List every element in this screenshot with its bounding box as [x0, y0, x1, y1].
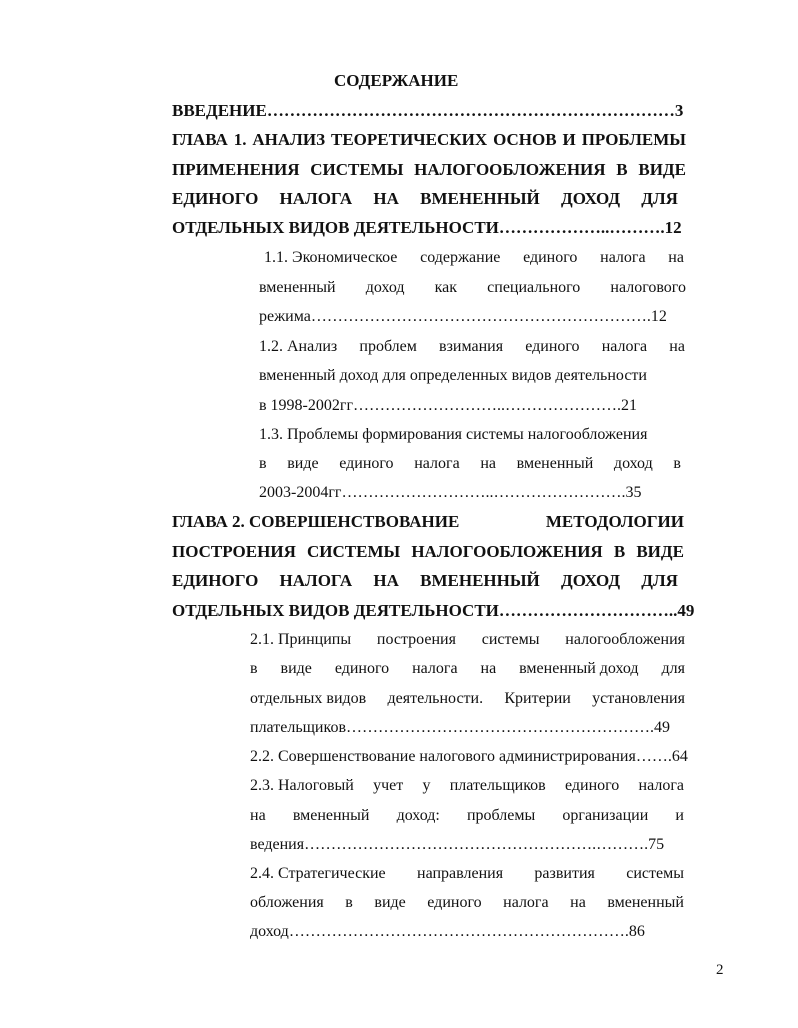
toc-word: ВМЕНЕННЫЙ	[420, 571, 540, 590]
toc-word: как	[434, 279, 458, 296]
toc-word: специального	[487, 279, 581, 296]
toc-word: налога	[412, 660, 458, 677]
toc-word: 1.2. Анализ	[259, 338, 338, 355]
toc-word: И	[562, 130, 576, 149]
toc-word: ЕДИНОГО	[172, 571, 259, 590]
toc-word: в	[259, 455, 267, 472]
toc-word: в	[345, 894, 353, 911]
toc-word: ДОХОД	[561, 189, 621, 208]
toc-word: деятельности.	[387, 690, 484, 707]
toc-word: на	[250, 807, 266, 824]
toc-word: 2.1. Принципы	[250, 631, 352, 648]
toc-word: единого	[523, 249, 578, 266]
toc-word: АНАЛИЗ	[252, 130, 326, 149]
toc-section-2-4-line-3: доход……………………………………………………….86	[250, 923, 645, 940]
toc-word: налога	[503, 894, 549, 911]
toc-word: ПРИМЕНЕНИЯ	[172, 160, 300, 179]
toc-word: ДЛЯ	[641, 189, 678, 208]
toc-chapter-1-line-3	[172, 189, 678, 209]
toc-word: В	[613, 542, 626, 561]
toc-word: налога	[414, 455, 460, 472]
toc-word: для	[661, 660, 685, 677]
toc-word: вмененный	[259, 279, 336, 296]
toc-word: НАЛОГА	[279, 189, 353, 208]
toc-word: у	[422, 777, 431, 794]
toc-word: на	[480, 455, 496, 472]
toc-word: единого	[427, 894, 482, 911]
toc-word: 1.	[233, 130, 247, 149]
toc-word: вмененный	[607, 894, 684, 911]
toc-word: В	[616, 160, 628, 179]
toc-title: СОДЕРЖАНИЕ	[334, 71, 459, 90]
toc-word: 2.4. Стратегические	[250, 865, 386, 882]
toc-section-2-4-line-1	[250, 864, 684, 884]
toc-word: СИСТЕМЫ	[310, 160, 404, 179]
toc-word: ГЛАВА 2. СОВЕРШЕНСТВОВАНИЕ	[172, 512, 460, 531]
toc-word: и	[675, 807, 684, 824]
toc-word: ДЛЯ	[641, 571, 678, 590]
toc-word: ОСНОВ	[493, 130, 557, 149]
toc-word: 2.3. Налоговый	[250, 777, 354, 794]
toc-section-1-1-line-1	[264, 248, 684, 268]
toc-word: учет	[373, 777, 404, 794]
toc-entry-introduction: ВВЕДЕНИЕ………………………………………………………………3	[172, 101, 684, 120]
toc-word: содержание	[420, 249, 501, 266]
toc-word: плательщиков	[449, 777, 546, 794]
toc-word: 1.1. Экономическое	[264, 249, 398, 266]
toc-section-2-1-line-4: плательщиков………………………………………………….49	[250, 719, 671, 736]
toc-section-2-3-line-1	[250, 776, 684, 796]
toc-section-1-2-line-1	[259, 337, 685, 357]
toc-section-2-1-line-1	[250, 630, 685, 650]
toc-word: виде	[280, 660, 312, 677]
toc-word: развития	[534, 865, 595, 882]
toc-word: налога	[600, 249, 646, 266]
toc-word: построения	[376, 631, 456, 648]
toc-word: вмененный	[292, 807, 370, 824]
toc-section-2-2: 2.2. Совершенствование налогового администрирования…….64	[250, 748, 688, 765]
toc-section-2-3-line-3: ведения……………………………………………….……….75	[250, 836, 665, 853]
page-number: 2	[716, 962, 724, 978]
toc-chapter-2-line-4: ОТДЕЛЬНЫХ ВИДОВ ДЕЯТЕЛЬНОСТИ…………………………..49	[172, 601, 695, 620]
toc-chapter-2-line-3	[172, 571, 678, 591]
toc-section-2-3-line-2	[250, 806, 684, 826]
toc-word: на	[480, 660, 497, 677]
toc-word: ПОСТРОЕНИЯ	[172, 542, 296, 561]
toc-word: НА	[373, 189, 399, 208]
toc-section-2-1-line-2	[250, 659, 685, 679]
toc-section-1-3-line-2	[259, 454, 681, 474]
toc-word: ПРОБЛЕМЫ	[581, 130, 686, 149]
toc-word: ГЛАВА	[172, 130, 228, 149]
toc-word: установления	[592, 690, 685, 707]
toc-word: ТЕОРЕТИЧЕСКИХ	[331, 130, 488, 149]
toc-word: единого	[339, 455, 394, 472]
toc-section-1-2-line-2	[259, 366, 687, 386]
toc-chapter-2-line-2	[172, 542, 684, 562]
toc-word: вмененный	[516, 455, 594, 472]
toc-word: виде	[374, 894, 406, 911]
toc-chapter-1-line-4: ОТДЕЛЬНЫХ ВИДОВ ДЕЯТЕЛЬНОСТИ………………..……….12	[172, 218, 682, 237]
toc-word: ДОХОД	[561, 571, 621, 590]
toc-word: налога	[601, 338, 648, 355]
toc-word: вмененный доход	[519, 660, 639, 677]
toc-section-1-3-line-3: 2003-2004гг………………………..…………………….35	[259, 484, 642, 501]
toc-word: НАЛОГООБЛОЖЕНИЯ	[414, 160, 606, 179]
toc-word: проблемы	[466, 807, 536, 824]
toc-chapter-1-line-2	[172, 160, 686, 180]
toc-word: НАЛОГА	[279, 571, 353, 590]
toc-word: 1.3. Проблемы формирования системы налогообложения	[259, 426, 648, 443]
toc-word: вмененный доход для определенных видов деятельности	[259, 367, 647, 384]
toc-word: единого	[564, 777, 620, 794]
toc-word: НАЛОГООБЛОЖЕНИЯ	[411, 542, 603, 561]
toc-section-2-1-line-3	[250, 689, 685, 709]
toc-word: в	[250, 660, 258, 677]
toc-section-1-1-line-3: режима……………………………………………………….12	[259, 308, 667, 325]
toc-word: налогового	[610, 279, 686, 296]
toc-word: ЕДИНОГО	[172, 189, 259, 208]
toc-word: ВИДЕ	[636, 542, 684, 561]
toc-word: НА	[373, 571, 399, 590]
toc-word: в	[673, 455, 681, 472]
toc-chapter-2-line-1	[172, 512, 684, 532]
toc-word: взимания	[439, 338, 504, 355]
toc-word: налогообложения	[565, 631, 685, 648]
toc-word: ВМЕНЕННЫЙ	[420, 189, 540, 208]
toc-word: доход:	[396, 807, 440, 824]
toc-section-2-4-line-2	[250, 893, 684, 913]
toc-word: обложения	[250, 894, 324, 911]
toc-word: единого	[334, 660, 390, 677]
toc-word: единого	[525, 338, 580, 355]
toc-section-1-3-line-1	[259, 425, 684, 445]
toc-word: СИСТЕМЫ	[306, 542, 401, 561]
toc-word: виде	[287, 455, 319, 472]
toc-word: системы	[481, 631, 540, 648]
toc-chapter-1-line-1	[172, 130, 686, 150]
toc-word: на	[570, 894, 586, 911]
toc-word: доход	[613, 455, 653, 472]
toc-word: проблем	[359, 338, 417, 355]
toc-section-1-1-line-2	[259, 278, 686, 298]
toc-word: отдельных видов	[250, 690, 367, 707]
toc-word: на	[669, 338, 685, 355]
toc-word: организации	[562, 807, 649, 824]
toc-word: Критерии	[504, 690, 571, 707]
toc-word: системы	[626, 865, 684, 882]
toc-word: налога	[638, 777, 684, 794]
toc-word: доход	[365, 279, 405, 296]
toc-word: МЕТОДОЛОГИИ	[545, 512, 684, 531]
toc-word: ВИДЕ	[638, 160, 686, 179]
toc-section-1-2-line-3: в 1998-2002гг………………………..………………….21	[259, 397, 638, 414]
toc-word: направления	[417, 865, 504, 882]
toc-word: на	[668, 249, 684, 266]
